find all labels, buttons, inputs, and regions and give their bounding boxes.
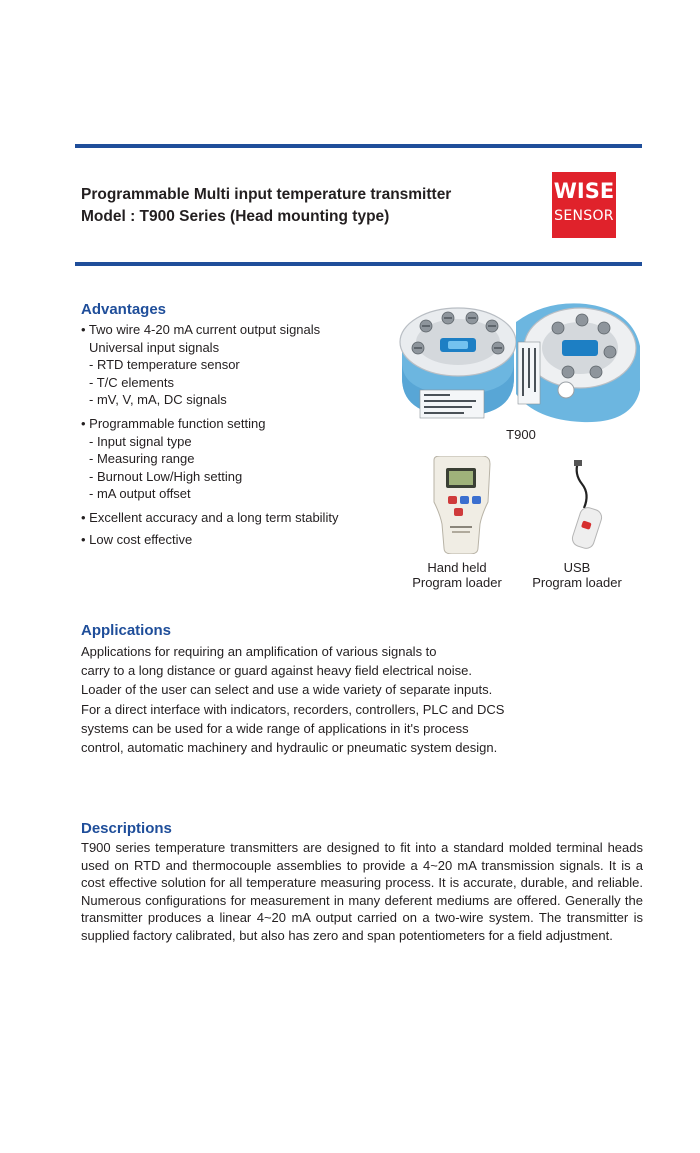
applications-line: Loader of the user can select and use a wide variety of separate inputs. [81, 682, 493, 698]
descriptions-heading: Descriptions [81, 820, 172, 837]
advantage-bullet: • Low cost effective [81, 531, 193, 547]
advantage-item: - mV, V, mA, DC signals [89, 392, 227, 408]
usb-caption-line-1: USB [563, 560, 591, 575]
t900-transmitter-image [396, 290, 646, 430]
descriptions-text: T900 series temperature transmitters are designed to fit into a standard molded terminal heads used on RTD and thermocouple assemblies to provide a 4~20 mA transmission signals. It is a cost effective solution for all temperature measuring process. It is accurate, durable, and reliable. Numerous configurations for measurement in many deferent mediums are offered. Generally the transmitter produces a linear 4~20 mA output carried on a two-wire system. The transmitter is supplied factory calibrated, but also has zero and span potentiometers for a field adjustment. [81, 840, 643, 943]
handheld-caption-line-1: Hand held [427, 560, 487, 575]
usb-caption-line-2: Program loader [532, 575, 622, 590]
handheld-caption-line-2: Program loader [412, 575, 502, 590]
t900-caption: T900 [506, 427, 536, 442]
t900-right-unit [516, 303, 640, 422]
advantage-item: - Input signal type [89, 433, 192, 449]
header-bottom-rule [75, 262, 642, 266]
applications-line: carry to a long distance or guard against heavy field electrical noise. [81, 663, 472, 679]
title-line-1: Programmable Multi input temperature transmitter [81, 186, 452, 203]
logo-top-text: WISE [553, 179, 615, 203]
advantage-bullet: • Programmable function setting [81, 415, 266, 431]
advantage-item: - T/C elements [89, 374, 175, 390]
advantage-bullet: • Excellent accuracy and a long term stability [81, 509, 339, 525]
page-title [81, 184, 451, 228]
advantage-subheading: Universal input signals [89, 339, 220, 355]
usb-caption [527, 560, 627, 590]
handheld-caption [407, 560, 507, 590]
advantage-item: - RTD temperature sensor [89, 357, 240, 373]
advantage-item: - Measuring range [89, 451, 195, 467]
title-line-2: Model : T900 Series (Head mounting type) [81, 208, 390, 225]
applications-line: systems can be used for a wide range of applications in it's process [81, 720, 469, 736]
header-top-rule [75, 144, 642, 148]
usb-loader-image [560, 460, 610, 550]
applications-heading: Applications [81, 622, 172, 639]
logo-bottom-text: SENSOR [554, 208, 614, 224]
advantage-item: - mA output offset [89, 486, 191, 502]
applications-line: Applications for requiring an amplification of various signals to [81, 644, 437, 659]
advantage-bullet: • Two wire 4-20 mA current output signals [81, 322, 321, 337]
advantage-item: - Burnout Low/High setting [89, 468, 243, 484]
handheld-loader-image [428, 456, 494, 554]
advantages-heading: Advantages [81, 301, 167, 318]
applications-line: For a direct interface with indicators, recorders, controllers, PLC and DCS [81, 701, 505, 717]
applications-text [81, 642, 551, 757]
advantages-list [81, 321, 411, 548]
applications-line: control, automatic machinery and hydraulic or pneumatic system design. [81, 740, 498, 756]
t900-left-unit [400, 308, 516, 418]
wise-sensor-logo [552, 172, 616, 238]
